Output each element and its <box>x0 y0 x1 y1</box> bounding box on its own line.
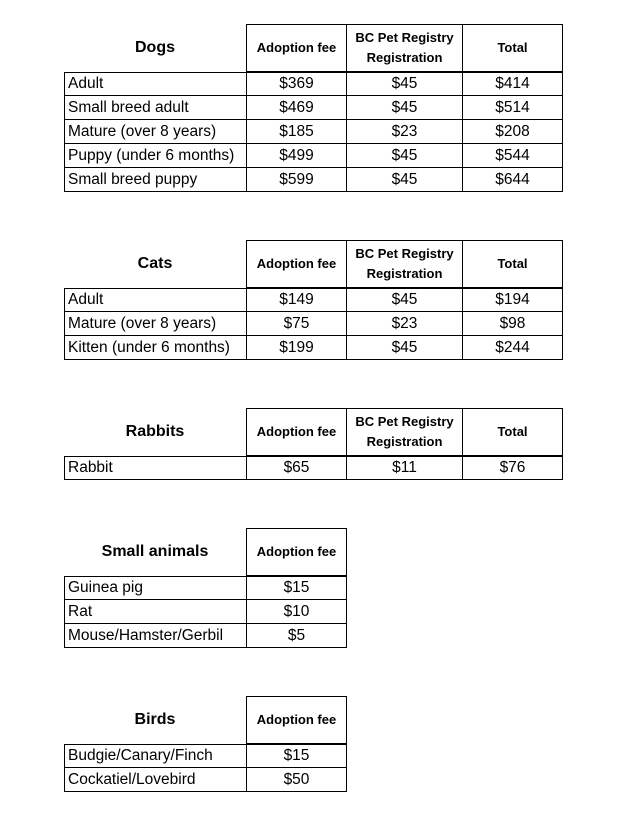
adoption-fee-cell: $15 <box>246 744 347 768</box>
row-label: Adult <box>64 288 247 312</box>
adoption-fee-cell: $199 <box>246 336 347 360</box>
adoption-fee-cell: $5 <box>246 624 347 648</box>
row-label: Rat <box>64 600 247 624</box>
registry-cell: $45 <box>346 96 463 120</box>
total-cell: $544 <box>462 144 563 168</box>
registry-cell: $23 <box>346 312 463 336</box>
row-label: Mouse/Hamster/Gerbil <box>64 624 247 648</box>
total-cell: $98 <box>462 312 563 336</box>
row-label: Budgie/Canary/Finch <box>64 744 247 768</box>
adoption-fee-header: Adoption fee <box>246 528 347 576</box>
registry-cell: $45 <box>346 72 463 96</box>
adoption-fee-cell: $10 <box>246 600 347 624</box>
adoption-fee-header: Adoption fee <box>246 240 347 288</box>
registry-cell: $23 <box>346 120 463 144</box>
row-label: Guinea pig <box>64 576 247 600</box>
total-header: Total <box>462 240 563 288</box>
row-label: Mature (over 8 years) <box>64 120 247 144</box>
adoption-fee-cell: $599 <box>246 168 347 192</box>
adoption-fee-cell: $185 <box>246 120 347 144</box>
adoption-fee-cell: $15 <box>246 576 347 600</box>
adoption-fee-cell: $469 <box>246 96 347 120</box>
adoption-fee-cell: $50 <box>246 768 347 792</box>
row-label: Puppy (under 6 months) <box>64 144 247 168</box>
row-label: Small breed adult <box>64 96 247 120</box>
table-title: Dogs <box>135 39 175 56</box>
registry-header: BC Pet Registry Registration <box>346 240 463 288</box>
total-header: Total <box>462 408 563 456</box>
adoption-fee-header: Adoption fee <box>246 408 347 456</box>
total-cell: $244 <box>462 336 563 360</box>
registry-cell: $45 <box>346 168 463 192</box>
adoption-fee-header: Adoption fee <box>246 696 347 744</box>
row-label: Mature (over 8 years) <box>64 312 247 336</box>
registry-header: BC Pet Registry Registration <box>346 24 463 72</box>
total-cell: $194 <box>462 288 563 312</box>
table-title: Cats <box>137 255 173 272</box>
adoption-fee-cell: $369 <box>246 72 347 96</box>
table-title: Rabbits <box>125 423 185 440</box>
adoption-fee-cell: $75 <box>246 312 347 336</box>
adoption-fee-cell: $65 <box>246 456 347 480</box>
table-title: Birds <box>134 711 176 728</box>
total-cell: $208 <box>462 120 563 144</box>
total-cell: $76 <box>462 456 563 480</box>
adoption-fee-cell: $149 <box>246 288 347 312</box>
row-label: Kitten (under 6 months) <box>64 336 247 360</box>
row-label: Rabbit <box>64 456 247 480</box>
total-cell: $414 <box>462 72 563 96</box>
registry-cell: $45 <box>346 144 463 168</box>
total-cell: $514 <box>462 96 563 120</box>
total-cell: $644 <box>462 168 563 192</box>
row-label: Adult <box>64 72 247 96</box>
adoption-fee-cell: $499 <box>246 144 347 168</box>
row-label: Cockatiel/Lovebird <box>64 768 247 792</box>
registry-header: BC Pet Registry Registration <box>346 408 463 456</box>
table-title: Small animals <box>101 543 209 560</box>
total-header: Total <box>462 24 563 72</box>
registry-cell: $45 <box>346 336 463 360</box>
registry-cell: $11 <box>346 456 463 480</box>
adoption-fee-header: Adoption fee <box>246 24 347 72</box>
row-label: Small breed puppy <box>64 168 247 192</box>
registry-cell: $45 <box>346 288 463 312</box>
